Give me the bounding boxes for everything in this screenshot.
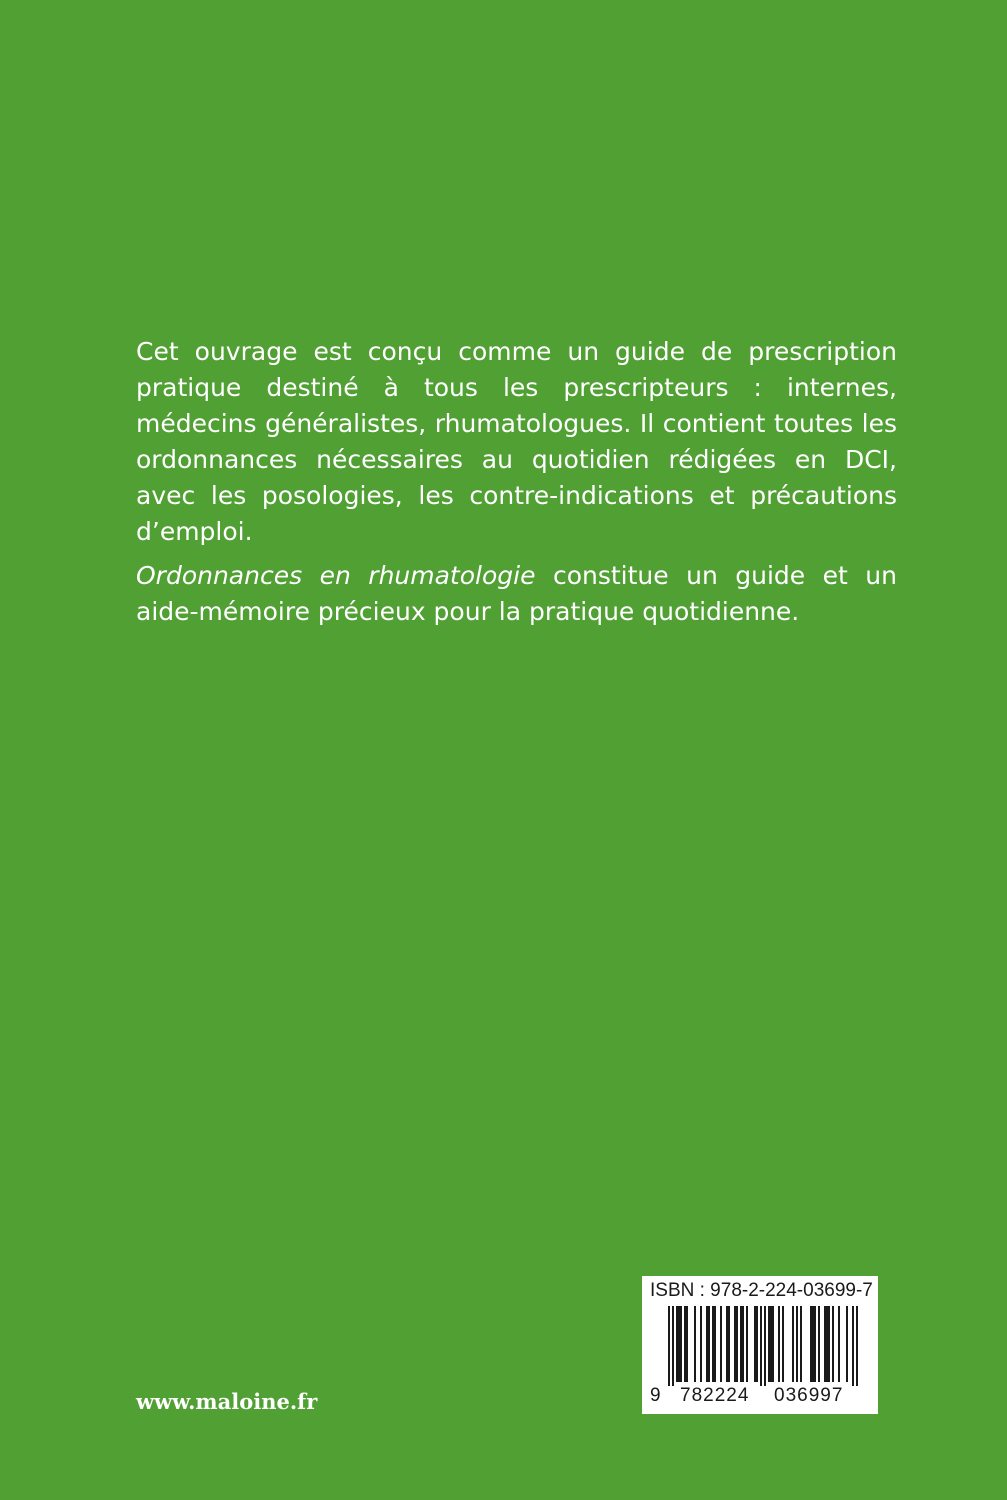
barcode-bar bbox=[810, 1306, 812, 1382]
barcode-bar bbox=[760, 1306, 762, 1386]
barcode-bar bbox=[832, 1306, 834, 1382]
barcode-bar bbox=[678, 1306, 680, 1382]
publisher-website: www.maloine.fr bbox=[136, 1389, 318, 1414]
barcode-bars bbox=[642, 1306, 878, 1386]
barcode-bar bbox=[838, 1306, 840, 1382]
book-title-italic: Ordonnances en rhumatologie bbox=[136, 561, 536, 590]
barcode-bar bbox=[754, 1306, 756, 1382]
barcode-bar bbox=[700, 1306, 702, 1382]
barcode-bar bbox=[734, 1306, 736, 1382]
barcode-bar bbox=[824, 1306, 826, 1382]
isbn-barcode bbox=[642, 1276, 878, 1414]
barcode-bar bbox=[676, 1306, 678, 1382]
barcode-bar bbox=[684, 1306, 686, 1382]
barcode-bar bbox=[726, 1306, 728, 1382]
barcode-bar bbox=[712, 1306, 714, 1382]
barcode-bar bbox=[736, 1306, 738, 1382]
isbn-label: ISBN : 978-2-224-03699-7 bbox=[650, 1280, 873, 1301]
blurb-paragraph-2 bbox=[136, 558, 897, 630]
barcode-bar bbox=[764, 1306, 766, 1386]
barcode-bar bbox=[782, 1306, 784, 1382]
barcode-bar bbox=[768, 1306, 770, 1382]
barcode-bar bbox=[796, 1306, 798, 1382]
barcode-bar bbox=[756, 1306, 758, 1382]
barcode-bar bbox=[706, 1306, 708, 1382]
blurb bbox=[136, 334, 897, 630]
barcode-bar bbox=[720, 1306, 722, 1382]
barcode-digits-left: 782224 bbox=[680, 1385, 750, 1406]
barcode-bar bbox=[846, 1306, 848, 1382]
barcode-bar bbox=[708, 1306, 710, 1382]
barcode-bar bbox=[686, 1306, 688, 1382]
blurb-paragraph-1: Cet ouvrage est conçu comme un guide de prescription pratique destiné à tous les prescripteurs : internes, médecins généralistes, rhumatologues. Il contient toutes les ordonnances nécessaires au quotidien rédigées en DCI, avec les posologies, les contre-indications et précautions d’emploi. bbox=[136, 337, 897, 546]
barcode-bar bbox=[770, 1306, 772, 1382]
barcode-bar bbox=[672, 1306, 674, 1386]
barcode-bar bbox=[828, 1306, 830, 1382]
barcode-bar bbox=[742, 1306, 744, 1382]
barcode-bar bbox=[778, 1306, 780, 1382]
barcode-bar bbox=[852, 1306, 854, 1386]
barcode-bar bbox=[728, 1306, 730, 1382]
barcode-bar bbox=[740, 1306, 742, 1382]
blurb-paragraph-2-text: constitue un guide et un aide-mémoire précieux pour la pratique quotidienne. bbox=[136, 561, 897, 626]
barcode-bar bbox=[668, 1306, 670, 1386]
barcode-bar bbox=[746, 1306, 748, 1382]
barcode-bar bbox=[714, 1306, 716, 1382]
barcode-digit-first: 9 bbox=[650, 1385, 662, 1406]
barcode-bar bbox=[694, 1306, 696, 1382]
barcode-bar bbox=[680, 1306, 682, 1382]
barcode-bar bbox=[818, 1306, 820, 1382]
barcode-digits-right: 036997 bbox=[774, 1385, 844, 1406]
barcode-bar bbox=[826, 1306, 828, 1382]
barcode-bar bbox=[772, 1306, 774, 1382]
barcode-bar bbox=[814, 1306, 816, 1382]
barcode-bar bbox=[800, 1306, 802, 1382]
barcode-bar bbox=[812, 1306, 814, 1382]
barcode-bar bbox=[792, 1306, 794, 1382]
barcode-bar bbox=[856, 1306, 858, 1386]
